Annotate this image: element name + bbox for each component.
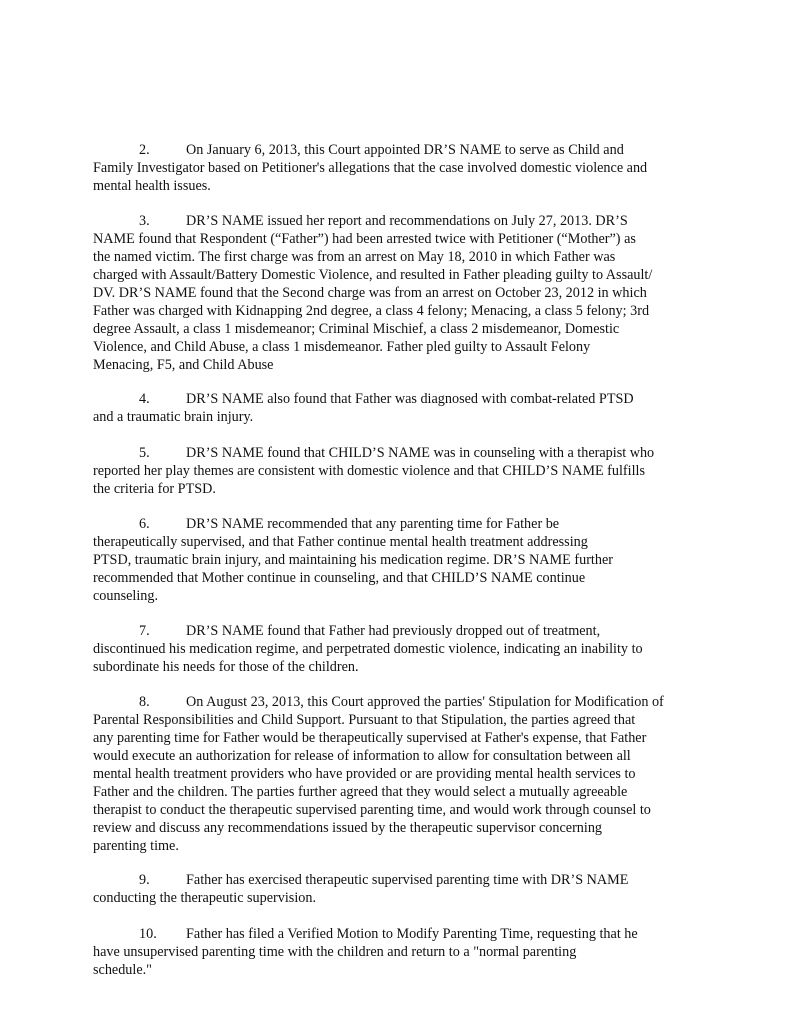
paragraph-line: therapist to conduct the therapeutic supervised parenting time, and would work through counsel to (93, 802, 651, 818)
paragraph-line: mental health treatment providers who have provided or are providing mental health services to (93, 766, 636, 782)
paragraph-line: review and discuss any recommendations issued by the therapeutic supervisor concerning (93, 820, 603, 836)
paragraph-number: 5. (139, 445, 150, 461)
paragraph-number: 3. (139, 213, 150, 229)
paragraph-number: 7. (139, 623, 150, 639)
paragraph-line: conducting the therapeutic supervision. (93, 890, 316, 906)
paragraph-number: 4. (139, 391, 150, 407)
paragraph-line: On January 6, 2013, this Court appointed DR’S NAME to serve as Child and (186, 142, 624, 158)
paragraph-line: mental health issues. (93, 178, 211, 194)
paragraph-3 (93, 212, 697, 374)
paragraph-line: therapeutically supervised, and that Father continue mental health treatment addressing (93, 534, 588, 550)
paragraph-number: 10. (139, 926, 157, 942)
paragraph-line: the named victim. The first charge was from an arrest on May 18, 2010 in which Father was (93, 249, 616, 265)
paragraph-line: and a traumatic brain injury. (93, 409, 254, 425)
paragraph-number: 9. (139, 872, 150, 888)
paragraph-line: degree Assault, a class 1 misdemeanor; Criminal Mischief, a class 2 misdemeanor, Domestic (93, 321, 620, 337)
paragraph-line: counseling. (93, 588, 159, 604)
paragraph-number: 8. (139, 694, 150, 710)
paragraph-line: Family Investigator based on Petitioner's allegations that the case involved domestic violence and (93, 160, 648, 176)
paragraph-4 (93, 390, 697, 426)
paragraph-7 (93, 622, 697, 676)
paragraph-line: recommended that Mother continue in counseling, and that CHILD’S NAME continue (93, 570, 586, 586)
paragraph-line: any parenting time for Father would be therapeutically supervised at Father's expense, that Father (93, 730, 647, 746)
paragraph-line: parenting time. (93, 838, 179, 854)
paragraph-line: Violence, and Child Abuse, a class 1 misdemeanor. Father pled guilty to Assault Felony (93, 339, 591, 355)
paragraph-line: would execute an authorization for release of information to allow for consultation between all (93, 748, 631, 764)
paragraph-number: 2. (139, 142, 150, 158)
paragraph-line: Father was charged with Kidnapping 2nd degree, a class 4 felony; Menacing, a class 5 felony; 3rd (93, 303, 650, 319)
paragraph-line: reported her play themes are consistent with domestic violence and that CHILD’S NAME fulfills (93, 463, 645, 479)
paragraph-9 (93, 871, 697, 907)
paragraph-line: DR’S NAME found that CHILD’S NAME was in counseling with a therapist who (186, 445, 655, 461)
paragraph-line: DR’S NAME also found that Father was diagnosed with combat-related PTSD (186, 391, 634, 407)
paragraph-6 (93, 515, 697, 605)
paragraph-line: have unsupervised parenting time with the children and return to a "normal parenting (93, 944, 577, 960)
paragraph-line: DR’S NAME issued her report and recommendations on July 27, 2013. DR’S (186, 213, 628, 229)
paragraph-line: PTSD, traumatic brain injury, and maintaining his medication regime. DR’S NAME further (93, 552, 613, 568)
paragraph-8 (93, 693, 697, 855)
paragraph-10 (93, 925, 697, 979)
paragraph-line: Father has exercised therapeutic supervised parenting time with DR’S NAME (186, 872, 629, 888)
paragraph-line: charged with Assault/Battery Domestic Violence, and resulted in Father pleading guilty to Assault/ (93, 267, 653, 283)
paragraph-line: the criteria for PTSD. (93, 481, 216, 497)
paragraph-line: DV. DR’S NAME found that the Second charge was from an arrest on October 23, 2012 in which (93, 285, 647, 301)
paragraph-number: 6. (139, 516, 150, 532)
paragraph-2 (93, 141, 697, 195)
paragraph-line: Parental Responsibilities and Child Support. Pursuant to that Stipulation, the parties agreed that (93, 712, 636, 728)
paragraph-line: Father has filed a Verified Motion to Modify Parenting Time, requesting that he (186, 926, 638, 942)
paragraph-line: Menacing, F5, and Child Abuse (93, 357, 274, 373)
paragraph-line: schedule." (93, 962, 152, 978)
paragraph-line: DR’S NAME found that Father had previously dropped out of treatment, (186, 623, 601, 639)
paragraph-line: NAME found that Respondent (“Father”) had been arrested twice with Petitioner (“Mother”) as (93, 231, 636, 247)
paragraph-line: On August 23, 2013, this Court approved the parties' Stipulation for Modification of (186, 694, 664, 710)
paragraph-5 (93, 444, 697, 498)
paragraph-line: DR’S NAME recommended that any parenting time for Father be (186, 516, 560, 532)
paragraph-line: Father and the children. The parties further agreed that they would select a mutually agreeable (93, 784, 628, 800)
paragraph-line: subordinate his needs for those of the children. (93, 659, 359, 675)
paragraph-line: discontinued his medication regime, and perpetrated domestic violence, indicating an inability to (93, 641, 643, 657)
